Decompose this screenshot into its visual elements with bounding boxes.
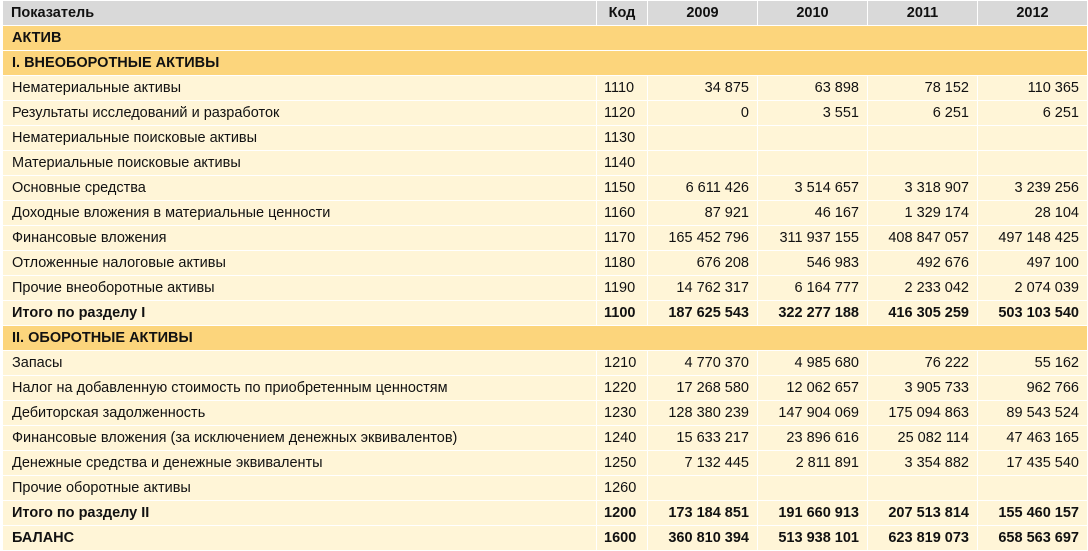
row-value-2011: 207 513 814 bbox=[868, 501, 978, 526]
row-value-2010: 23 896 616 bbox=[758, 426, 868, 451]
row-code: 1250 bbox=[597, 451, 648, 476]
table-row bbox=[3, 76, 1088, 101]
section-row bbox=[3, 326, 1088, 351]
row-label: Нематериальные поисковые активы bbox=[3, 126, 597, 151]
balance-sheet-table bbox=[2, 0, 1088, 551]
row-code: 1210 bbox=[597, 351, 648, 376]
header-code: Код bbox=[597, 1, 648, 26]
row-value-2009: 7 132 445 bbox=[648, 451, 758, 476]
header-indicator: Показатель bbox=[3, 1, 597, 26]
header-year-2009: 2009 bbox=[648, 1, 758, 26]
total-row bbox=[3, 301, 1088, 326]
row-value-2009: 34 875 bbox=[648, 76, 758, 101]
row-value-2012: 503 103 540 bbox=[978, 301, 1088, 326]
row-label: Прочие внеоборотные активы bbox=[3, 276, 597, 301]
table-row bbox=[3, 251, 1088, 276]
row-value-2009: 87 921 bbox=[648, 201, 758, 226]
row-value-2009: 360 810 394 bbox=[648, 526, 758, 551]
table-row bbox=[3, 426, 1088, 451]
row-code: 1220 bbox=[597, 376, 648, 401]
table-row bbox=[3, 451, 1088, 476]
row-value-2010 bbox=[758, 151, 868, 176]
row-label: Итого по разделу II bbox=[3, 501, 597, 526]
table-row bbox=[3, 101, 1088, 126]
header-year-2011: 2011 bbox=[868, 1, 978, 26]
row-value-2012 bbox=[978, 476, 1088, 501]
row-value-2009: 676 208 bbox=[648, 251, 758, 276]
row-code: 1200 bbox=[597, 501, 648, 526]
row-code: 1230 bbox=[597, 401, 648, 426]
table-row bbox=[3, 201, 1088, 226]
row-label: Дебиторская задолженность bbox=[3, 401, 597, 426]
row-value-2010: 2 811 891 bbox=[758, 451, 868, 476]
row-label: Основные средства bbox=[3, 176, 597, 201]
table-row bbox=[3, 151, 1088, 176]
row-value-2011: 492 676 bbox=[868, 251, 978, 276]
row-value-2011: 416 305 259 bbox=[868, 301, 978, 326]
row-value-2011: 408 847 057 bbox=[868, 226, 978, 251]
row-value-2011: 25 082 114 bbox=[868, 426, 978, 451]
row-value-2012: 497 148 425 bbox=[978, 226, 1088, 251]
row-value-2010: 4 985 680 bbox=[758, 351, 868, 376]
header-row bbox=[3, 1, 1088, 26]
table-body bbox=[3, 26, 1088, 551]
row-value-2010: 147 904 069 bbox=[758, 401, 868, 426]
row-value-2010 bbox=[758, 476, 868, 501]
row-value-2011: 175 094 863 bbox=[868, 401, 978, 426]
section-row bbox=[3, 26, 1088, 51]
row-value-2012: 28 104 bbox=[978, 201, 1088, 226]
table-row bbox=[3, 226, 1088, 251]
row-value-2011: 623 819 073 bbox=[868, 526, 978, 551]
row-value-2010: 3 514 657 bbox=[758, 176, 868, 201]
row-value-2012: 110 365 bbox=[978, 76, 1088, 101]
row-code: 1100 bbox=[597, 301, 648, 326]
row-value-2009 bbox=[648, 126, 758, 151]
row-value-2012: 2 074 039 bbox=[978, 276, 1088, 301]
row-code: 1110 bbox=[597, 76, 648, 101]
row-label: Финансовые вложения (за исключением денежных эквивалентов) bbox=[3, 426, 597, 451]
row-value-2012: 6 251 bbox=[978, 101, 1088, 126]
row-value-2011: 76 222 bbox=[868, 351, 978, 376]
row-value-2009 bbox=[648, 151, 758, 176]
row-value-2011: 1 329 174 bbox=[868, 201, 978, 226]
row-code: 1130 bbox=[597, 126, 648, 151]
row-value-2011: 2 233 042 bbox=[868, 276, 978, 301]
row-value-2009: 128 380 239 bbox=[648, 401, 758, 426]
section-title: II. ОБОРОТНЫЕ АКТИВЫ bbox=[3, 326, 1088, 351]
row-value-2012: 55 162 bbox=[978, 351, 1088, 376]
row-label: Итого по разделу I bbox=[3, 301, 597, 326]
row-value-2010: 322 277 188 bbox=[758, 301, 868, 326]
row-value-2010: 6 164 777 bbox=[758, 276, 868, 301]
row-value-2010: 311 937 155 bbox=[758, 226, 868, 251]
row-label: БАЛАНС bbox=[3, 526, 597, 551]
table-row bbox=[3, 376, 1088, 401]
row-value-2009 bbox=[648, 476, 758, 501]
total-row bbox=[3, 501, 1088, 526]
row-value-2011: 6 251 bbox=[868, 101, 978, 126]
section-title: I. ВНЕОБОРОТНЫЕ АКТИВЫ bbox=[3, 51, 1088, 76]
table-row bbox=[3, 401, 1088, 426]
row-value-2011: 3 905 733 bbox=[868, 376, 978, 401]
header-year-2010: 2010 bbox=[758, 1, 868, 26]
header-year-2012: 2012 bbox=[978, 1, 1088, 26]
row-code: 1190 bbox=[597, 276, 648, 301]
table-row bbox=[3, 476, 1088, 501]
table-row bbox=[3, 351, 1088, 376]
row-label: Результаты исследований и разработок bbox=[3, 101, 597, 126]
row-value-2009: 0 bbox=[648, 101, 758, 126]
row-value-2011 bbox=[868, 126, 978, 151]
row-code: 1170 bbox=[597, 226, 648, 251]
section-title: АКТИВ bbox=[3, 26, 1088, 51]
row-value-2009: 15 633 217 bbox=[648, 426, 758, 451]
row-value-2010: 63 898 bbox=[758, 76, 868, 101]
row-label: Нематериальные активы bbox=[3, 76, 597, 101]
row-value-2012 bbox=[978, 126, 1088, 151]
row-value-2011: 3 318 907 bbox=[868, 176, 978, 201]
total-row bbox=[3, 526, 1088, 551]
row-value-2012: 3 239 256 bbox=[978, 176, 1088, 201]
row-value-2011: 78 152 bbox=[868, 76, 978, 101]
row-label: Прочие оборотные активы bbox=[3, 476, 597, 501]
row-value-2010: 513 938 101 bbox=[758, 526, 868, 551]
row-label: Запасы bbox=[3, 351, 597, 376]
row-value-2012: 17 435 540 bbox=[978, 451, 1088, 476]
row-value-2009: 14 762 317 bbox=[648, 276, 758, 301]
row-code: 1180 bbox=[597, 251, 648, 276]
row-label: Отложенные налоговые активы bbox=[3, 251, 597, 276]
row-value-2009: 17 268 580 bbox=[648, 376, 758, 401]
row-value-2010: 12 062 657 bbox=[758, 376, 868, 401]
row-value-2012: 47 463 165 bbox=[978, 426, 1088, 451]
table-row bbox=[3, 126, 1088, 151]
row-label: Налог на добавленную стоимость по приобретенным ценностям bbox=[3, 376, 597, 401]
row-value-2012: 89 543 524 bbox=[978, 401, 1088, 426]
table-row bbox=[3, 176, 1088, 201]
row-value-2009: 173 184 851 bbox=[648, 501, 758, 526]
row-code: 1600 bbox=[597, 526, 648, 551]
row-label: Денежные средства и денежные эквиваленты bbox=[3, 451, 597, 476]
row-value-2010: 3 551 bbox=[758, 101, 868, 126]
row-value-2010: 191 660 913 bbox=[758, 501, 868, 526]
row-value-2012: 155 460 157 bbox=[978, 501, 1088, 526]
row-value-2011 bbox=[868, 476, 978, 501]
row-value-2009: 4 770 370 bbox=[648, 351, 758, 376]
row-code: 1260 bbox=[597, 476, 648, 501]
row-value-2012: 962 766 bbox=[978, 376, 1088, 401]
row-value-2012: 497 100 bbox=[978, 251, 1088, 276]
row-label: Доходные вложения в материальные ценности bbox=[3, 201, 597, 226]
row-value-2011 bbox=[868, 151, 978, 176]
section-row bbox=[3, 51, 1088, 76]
row-value-2010: 546 983 bbox=[758, 251, 868, 276]
row-value-2009: 6 611 426 bbox=[648, 176, 758, 201]
row-value-2009: 165 452 796 bbox=[648, 226, 758, 251]
row-label: Финансовые вложения bbox=[3, 226, 597, 251]
row-value-2011: 3 354 882 bbox=[868, 451, 978, 476]
row-code: 1240 bbox=[597, 426, 648, 451]
row-value-2012 bbox=[978, 151, 1088, 176]
row-value-2012: 658 563 697 bbox=[978, 526, 1088, 551]
table-row bbox=[3, 276, 1088, 301]
row-value-2010: 46 167 bbox=[758, 201, 868, 226]
row-code: 1150 bbox=[597, 176, 648, 201]
row-code: 1160 bbox=[597, 201, 648, 226]
row-code: 1140 bbox=[597, 151, 648, 176]
row-value-2009: 187 625 543 bbox=[648, 301, 758, 326]
row-label: Материальные поисковые активы bbox=[3, 151, 597, 176]
row-value-2010 bbox=[758, 126, 868, 151]
row-code: 1120 bbox=[597, 101, 648, 126]
